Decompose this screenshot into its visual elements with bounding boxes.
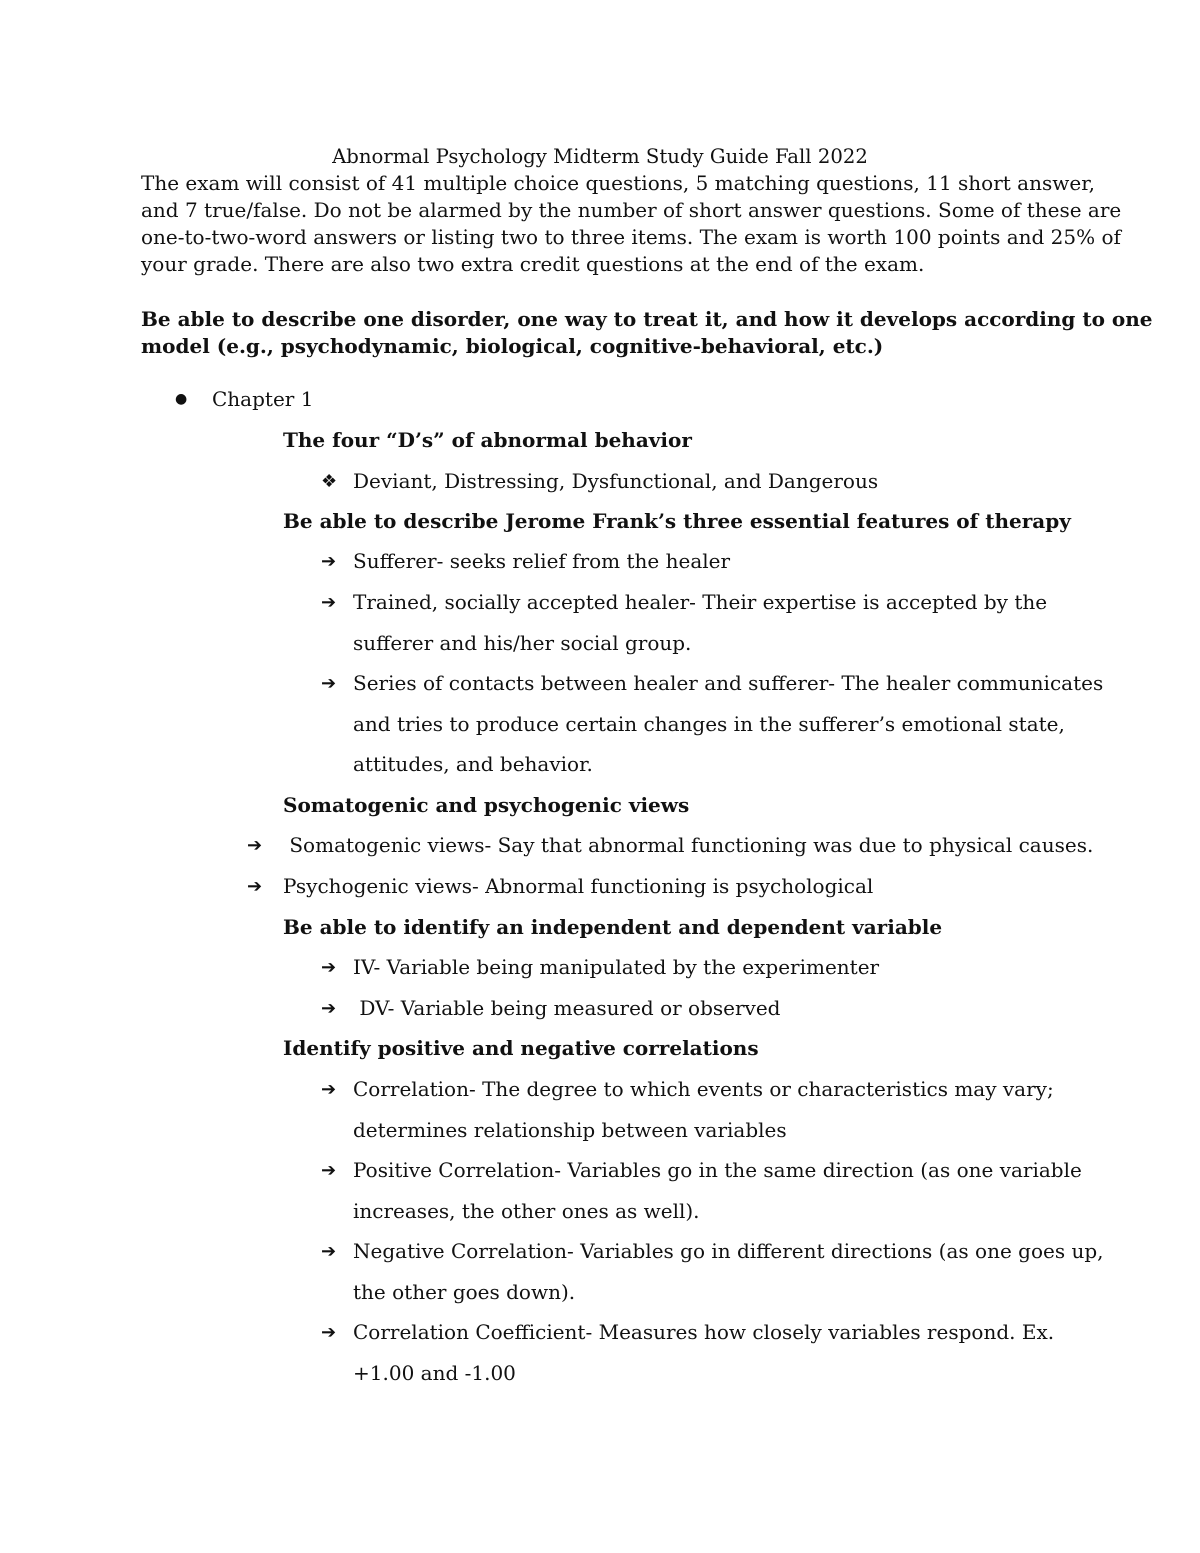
intro-line: one-to-two-word answers or listing two to three items. The exam is worth 100 points and 25% of bbox=[141, 225, 1121, 249]
list-item: Correlation- The degree to which events or characteristics may vary; bbox=[353, 1077, 1054, 1101]
list-item: Series of contacts between healer and sufferer- The healer communicates bbox=[353, 671, 1104, 695]
section-heading-frank: Be able to describe Jerome Frank’s three essential features of therapy bbox=[283, 509, 1071, 533]
list-item-continuation: the other goes down). bbox=[353, 1280, 576, 1304]
list-item: Psychogenic views- Abnormal functioning is psychological bbox=[283, 874, 874, 898]
chapter-label: Chapter 1 bbox=[212, 387, 314, 411]
list-item: Trained, socially accepted healer- Their expertise is accepted by the bbox=[353, 590, 1048, 614]
list-item: Deviant, Distressing, Dysfunctional, and Dangerous bbox=[353, 469, 879, 493]
arrow-bullet-icon: ➔ bbox=[321, 1241, 337, 1262]
arrow-bullet-icon: ➔ bbox=[321, 998, 337, 1019]
emphasis-line: Be able to describe one disorder, one way to treat it, and how it develops according to one bbox=[141, 307, 1153, 331]
arrow-bullet-icon: ➔ bbox=[321, 1079, 337, 1100]
list-item: DV- Variable being measured or observed bbox=[353, 996, 781, 1020]
arrow-bullet-icon: ➔ bbox=[247, 835, 263, 856]
emphasis-line: model (e.g., psychodynamic, biological, cognitive-behavioral, etc.) bbox=[141, 334, 884, 358]
list-item-continuation: +1.00 and -1.00 bbox=[353, 1361, 516, 1385]
list-item: Correlation Coefficient- Measures how closely variables respond. Ex. bbox=[353, 1320, 1055, 1344]
section-heading-four-ds: The four “D’s” of abnormal behavior bbox=[283, 428, 692, 452]
list-item-continuation: attitudes, and behavior. bbox=[353, 752, 593, 776]
list-item: Positive Correlation- Variables go in the same direction (as one variable bbox=[353, 1158, 1082, 1182]
list-item-continuation: increases, the other ones as well). bbox=[353, 1199, 700, 1223]
diamond-bullet-icon: ❖ bbox=[321, 471, 338, 492]
intro-line: The exam will consist of 41 multiple choice questions, 5 matching questions, 11 short answer, bbox=[141, 171, 1095, 195]
arrow-bullet-icon: ➔ bbox=[247, 876, 263, 897]
bullet-icon: ● bbox=[175, 391, 188, 407]
list-item-continuation: sufferer and his/her social group. bbox=[353, 631, 692, 655]
emphasis-paragraph bbox=[141, 306, 1153, 360]
section-heading-correlations: Identify positive and negative correlations bbox=[283, 1036, 759, 1060]
arrow-bullet-icon: ➔ bbox=[321, 592, 337, 613]
list-item-continuation: determines relationship between variables bbox=[353, 1118, 787, 1142]
list-item: Somatogenic views- Say that abnormal functioning was due to physical causes. bbox=[283, 833, 1094, 857]
arrow-bullet-icon: ➔ bbox=[321, 551, 337, 572]
intro-line: your grade. There are also two extra credit questions at the end of the exam. bbox=[141, 252, 925, 276]
section-heading-views: Somatogenic and psychogenic views bbox=[283, 793, 690, 817]
list-item: Sufferer- seeks relief from the healer bbox=[353, 549, 731, 573]
section-heading-variables: Be able to identify an independent and dependent variable bbox=[283, 915, 943, 939]
list-item-continuation: and tries to produce certain changes in the sufferer’s emotional state, bbox=[353, 712, 1065, 736]
arrow-bullet-icon: ➔ bbox=[321, 1160, 337, 1181]
document-title: Abnormal Psychology Midterm Study Guide Fall 2022 bbox=[332, 145, 868, 168]
intro-paragraph bbox=[141, 170, 1122, 278]
arrow-bullet-icon: ➔ bbox=[321, 957, 337, 978]
list-item: IV- Variable being manipulated by the experimenter bbox=[353, 955, 880, 979]
arrow-bullet-icon: ➔ bbox=[321, 1322, 337, 1343]
arrow-bullet-icon: ➔ bbox=[321, 673, 337, 694]
list-item: Negative Correlation- Variables go in different directions (as one goes up, bbox=[353, 1239, 1104, 1263]
intro-line: and 7 true/false. Do not be alarmed by the number of short answer questions. Some of these are bbox=[141, 198, 1122, 222]
